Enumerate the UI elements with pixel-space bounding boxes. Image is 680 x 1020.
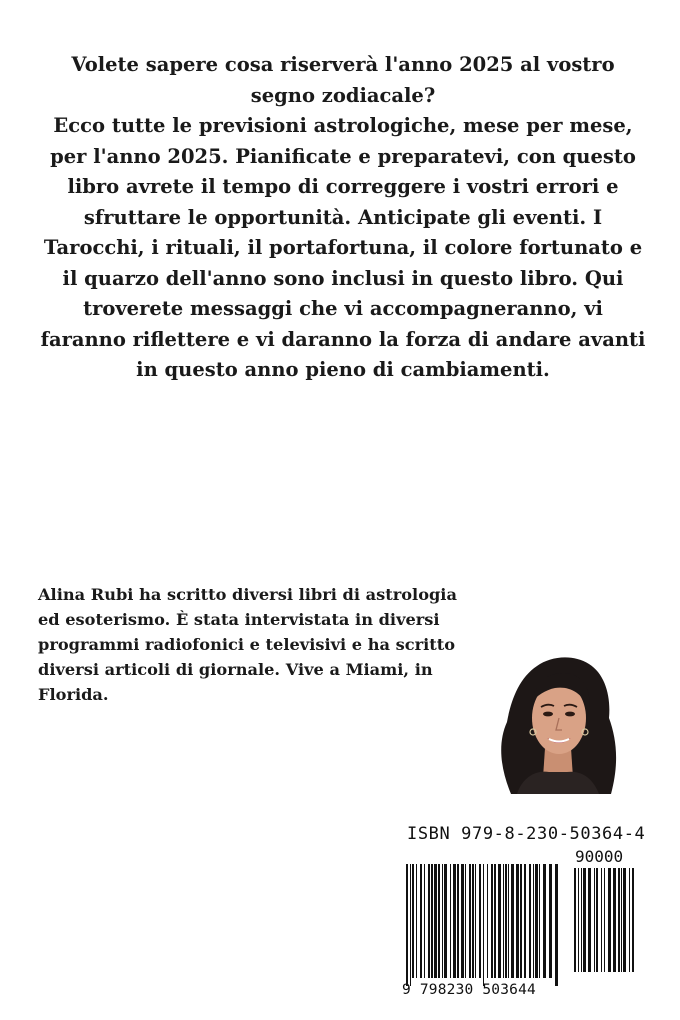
barcode-bar	[416, 864, 417, 978]
barcode-bar	[588, 868, 591, 972]
barcode-bar	[529, 864, 531, 978]
barcode-bar	[424, 864, 425, 978]
barcode-bar	[608, 868, 611, 972]
barcode-bar	[469, 864, 471, 978]
back-cover-blurb	[38, 50, 648, 386]
ean-digits: 9 798230 503644	[402, 982, 536, 998]
barcode-bar	[574, 868, 576, 972]
barcode-bar	[539, 864, 540, 978]
barcode-bar	[543, 864, 546, 978]
barcode-bar	[444, 864, 447, 978]
barcode-bar	[578, 868, 579, 972]
price-code: 90000	[575, 847, 624, 866]
barcode-bar	[428, 864, 430, 978]
barcode-bar	[549, 864, 552, 978]
barcode-bar	[487, 864, 488, 978]
ean-barcode-bars	[404, 864, 562, 986]
barcode-bar	[596, 868, 598, 972]
barcode-bar	[457, 864, 459, 978]
barcode-bar	[594, 868, 595, 972]
barcode-bar	[450, 864, 451, 978]
barcode-bar	[431, 864, 433, 978]
barcode-bar	[508, 864, 509, 978]
barcode-bar	[434, 864, 437, 978]
barcode-bar	[475, 864, 476, 978]
barcode-bar	[535, 864, 538, 978]
barcode-bar	[511, 864, 514, 978]
isbn-barcode	[400, 820, 650, 1010]
barcode-bar	[483, 864, 484, 986]
isbn-label: ISBN 979-8-230-50364-4	[407, 824, 646, 844]
barcode-bar	[410, 864, 411, 986]
barcode-bar	[420, 864, 422, 978]
barcode-bar	[453, 864, 456, 978]
barcode-bar	[618, 868, 620, 972]
barcode-bar	[442, 864, 443, 978]
author-bio: Alina Rubi ha scritto diversi libri di astrologia ed esoterismo. È stata intervistata in diversi programmi radiofonici e televisivi e ha scritto diversi articoli di giornale. Vive a Miami, in Florida.	[38, 585, 457, 704]
barcode-bar	[623, 868, 626, 972]
barcode-bar	[465, 864, 466, 978]
barcode-bar	[520, 864, 522, 978]
blurb-question: Volete sapere cosa riserverà l'anno 2025 al vostro segno zodiacale?	[71, 53, 615, 107]
barcode-bar	[491, 864, 493, 978]
author-photo	[493, 652, 621, 794]
blurb-body: Ecco tutte le previsioni astrologiche, mese per mese, per l'anno 2025. Pianificate e preparatevi, con questo libro avrete il tempo di correggere i vostri errori e sfruttare le opportunità. Anticipate gli eventi. I Tarocchi, i rituali, il portafortuna, il colore fortunato e il quarzo dell'anno sono inclusi in questo libro. Qui troverete messaggi che vi accompagneranno, vi faranno riflettere e vi daranno la forza di andare avanti in questo anno pieno di cambiamenti.	[40, 114, 646, 381]
barcode-bar	[583, 868, 586, 972]
barcode-bar	[555, 864, 558, 986]
barcode-bar	[472, 864, 474, 978]
barcode-bar	[581, 868, 582, 972]
barcode-bar	[613, 868, 616, 972]
barcode-bar	[524, 864, 526, 978]
barcode-bar	[406, 864, 408, 986]
barcode-bar	[601, 868, 602, 972]
barcode-bar	[632, 868, 634, 972]
barcode-bar	[498, 864, 501, 978]
barcode-bar	[438, 864, 440, 978]
author-portrait-image	[493, 652, 621, 794]
barcode-bar	[533, 864, 534, 978]
barcode-bar	[604, 868, 605, 972]
barcode-bar	[516, 864, 519, 978]
barcode-bar	[494, 864, 496, 978]
addon-barcode-bars	[572, 868, 640, 986]
barcode-bar	[629, 868, 630, 972]
barcode-bar	[412, 864, 414, 978]
barcode-bar	[621, 868, 622, 972]
barcode-bar	[505, 864, 507, 978]
barcode-bar	[461, 864, 464, 978]
barcode-bar	[503, 864, 504, 978]
barcode-bar	[479, 864, 481, 978]
